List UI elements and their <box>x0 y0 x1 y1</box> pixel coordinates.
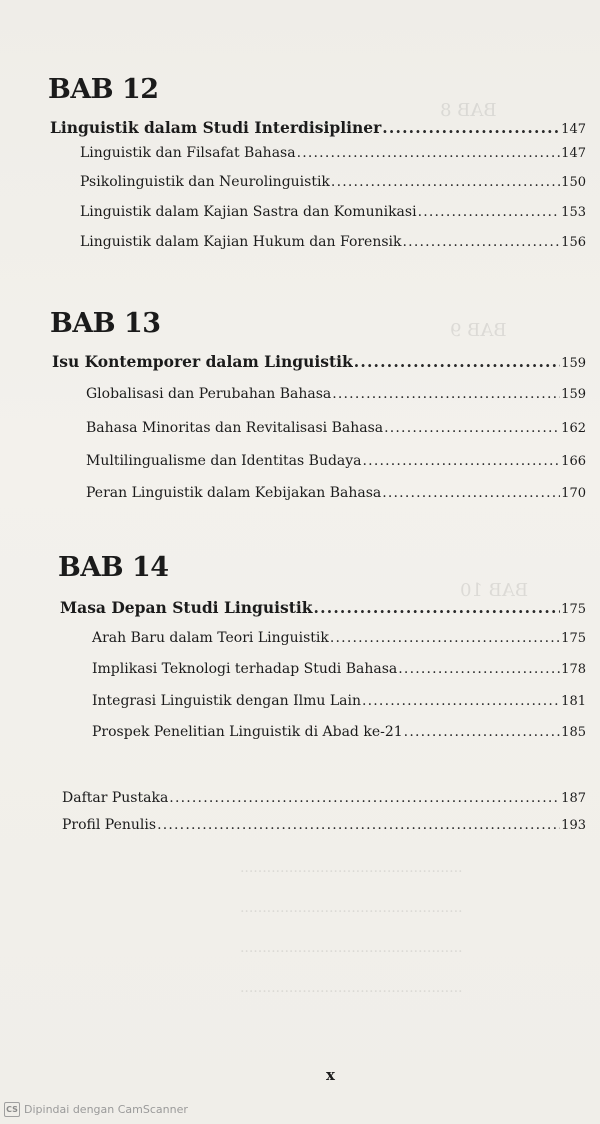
toc-entry-text: Bahasa Minoritas dan Revitalisasi Bahasa <box>86 420 384 436</box>
bleed-through-text: .................................................. <box>240 860 463 876</box>
leader-dots <box>382 485 560 501</box>
toc-chapter-title[interactable] <box>50 118 586 137</box>
toc-page-number: 175 <box>561 631 586 646</box>
toc-title-text: Isu Kontemporer dalam Linguistik <box>52 352 353 371</box>
toc-page-number: 175 <box>561 602 586 617</box>
toc-entry-text: Arah Baru dalam Teori Linguistik <box>92 630 329 646</box>
toc-entry-text: Daftar Pustaka <box>62 790 169 806</box>
bleed-through-text: BAB 8 <box>440 100 497 121</box>
chapter-heading: BAB 12 <box>48 74 159 105</box>
toc-page-number: 193 <box>561 818 586 833</box>
leader-dots <box>331 174 560 190</box>
toc-entry-text: Implikasi Teknologi terhadap Studi Bahasa <box>92 661 398 677</box>
chapter-heading: BAB 13 <box>50 308 161 339</box>
leader-dots <box>332 386 560 402</box>
leader-dots <box>384 420 560 436</box>
toc-entry[interactable] <box>80 204 586 220</box>
toc-entry-text: Profil Penulis <box>62 817 157 833</box>
toc-chapter-title[interactable] <box>60 598 586 617</box>
toc-entry-text: Linguistik dan Filsafat Bahasa <box>80 145 296 161</box>
toc-title-text: Masa Depan Studi Linguistik <box>60 598 313 617</box>
toc-page-number: 162 <box>561 421 586 436</box>
toc-page-number: 185 <box>561 725 586 740</box>
leader-dots <box>157 817 560 833</box>
toc-page-number: 170 <box>561 486 586 501</box>
toc-page-number: 166 <box>561 454 586 469</box>
leader-dots <box>404 724 561 740</box>
toc-page-number: 147 <box>561 146 586 161</box>
leader-dots <box>330 630 560 646</box>
leader-dots <box>382 118 560 137</box>
toc-entry-text: Linguistik dalam Kajian Sastra dan Komunikasi <box>80 204 417 220</box>
chapter-heading: BAB 14 <box>58 552 169 583</box>
toc-entry-text: Psikolinguistik dan Neurolinguistik <box>80 174 330 190</box>
toc-entry-text: Linguistik dalam Kajian Hukum dan Forensik <box>80 234 402 250</box>
toc-page-number: 159 <box>561 387 586 402</box>
toc-page-number: 156 <box>561 235 586 250</box>
toc-entry-text: Integrasi Linguistik dengan Ilmu Lain <box>92 693 361 709</box>
leader-dots <box>169 790 560 806</box>
toc-entry[interactable] <box>86 485 586 501</box>
scanner-label: Dipindai dengan CamScanner <box>24 1103 188 1116</box>
camscanner-logo-icon: CS <box>4 1102 20 1117</box>
toc-entry[interactable] <box>86 386 586 402</box>
leader-dots <box>363 453 561 469</box>
toc-entry-text: Peran Linguistik dalam Kebijakan Bahasa <box>86 485 382 501</box>
toc-entry[interactable] <box>92 661 586 677</box>
toc-page-number: 159 <box>561 356 586 371</box>
toc-entry-text: Prospek Penelitian Linguistik di Abad ke-21 <box>92 724 403 740</box>
bleed-through-text: BAB 9 <box>450 320 507 341</box>
page-number: x <box>326 1066 335 1084</box>
bleed-through-text: .................................................. <box>240 900 463 916</box>
toc-back-entry[interactable] <box>62 817 586 833</box>
bleed-through-text: BAB 10 <box>460 580 529 601</box>
leader-dots <box>362 693 560 709</box>
toc-entry[interactable] <box>92 630 586 646</box>
toc-entry[interactable] <box>86 420 586 436</box>
toc-page-number: 187 <box>561 791 586 806</box>
toc-entry[interactable] <box>80 145 586 161</box>
leader-dots <box>418 204 561 220</box>
toc-page-number: 150 <box>561 175 586 190</box>
toc-entry[interactable] <box>80 234 586 250</box>
toc-page-number: 178 <box>561 662 586 677</box>
toc-title-text: Linguistik dalam Studi Interdisipliner <box>50 118 382 137</box>
toc-back-entry[interactable] <box>62 790 586 806</box>
scanner-watermark <box>4 1102 188 1117</box>
leader-dots <box>403 234 561 250</box>
leader-dots <box>314 598 561 617</box>
bleed-through-text: .................................................. <box>240 980 463 996</box>
toc-page-number: 153 <box>561 205 586 220</box>
leader-dots <box>398 661 560 677</box>
toc-entry-text: Globalisasi dan Perubahan Bahasa <box>86 386 332 402</box>
toc-entry[interactable] <box>92 693 586 709</box>
toc-chapter-title[interactable] <box>52 352 586 371</box>
toc-entry[interactable] <box>92 724 586 740</box>
toc-entry[interactable] <box>80 174 586 190</box>
bleed-through-text: .................................................. <box>240 940 463 956</box>
toc-entry[interactable] <box>86 453 586 469</box>
toc-entry-text: Multilingualisme dan Identitas Budaya <box>86 453 362 469</box>
leader-dots <box>297 145 561 161</box>
toc-page-number: 147 <box>561 122 586 137</box>
toc-page-number: 181 <box>561 694 586 709</box>
leader-dots <box>354 352 560 371</box>
